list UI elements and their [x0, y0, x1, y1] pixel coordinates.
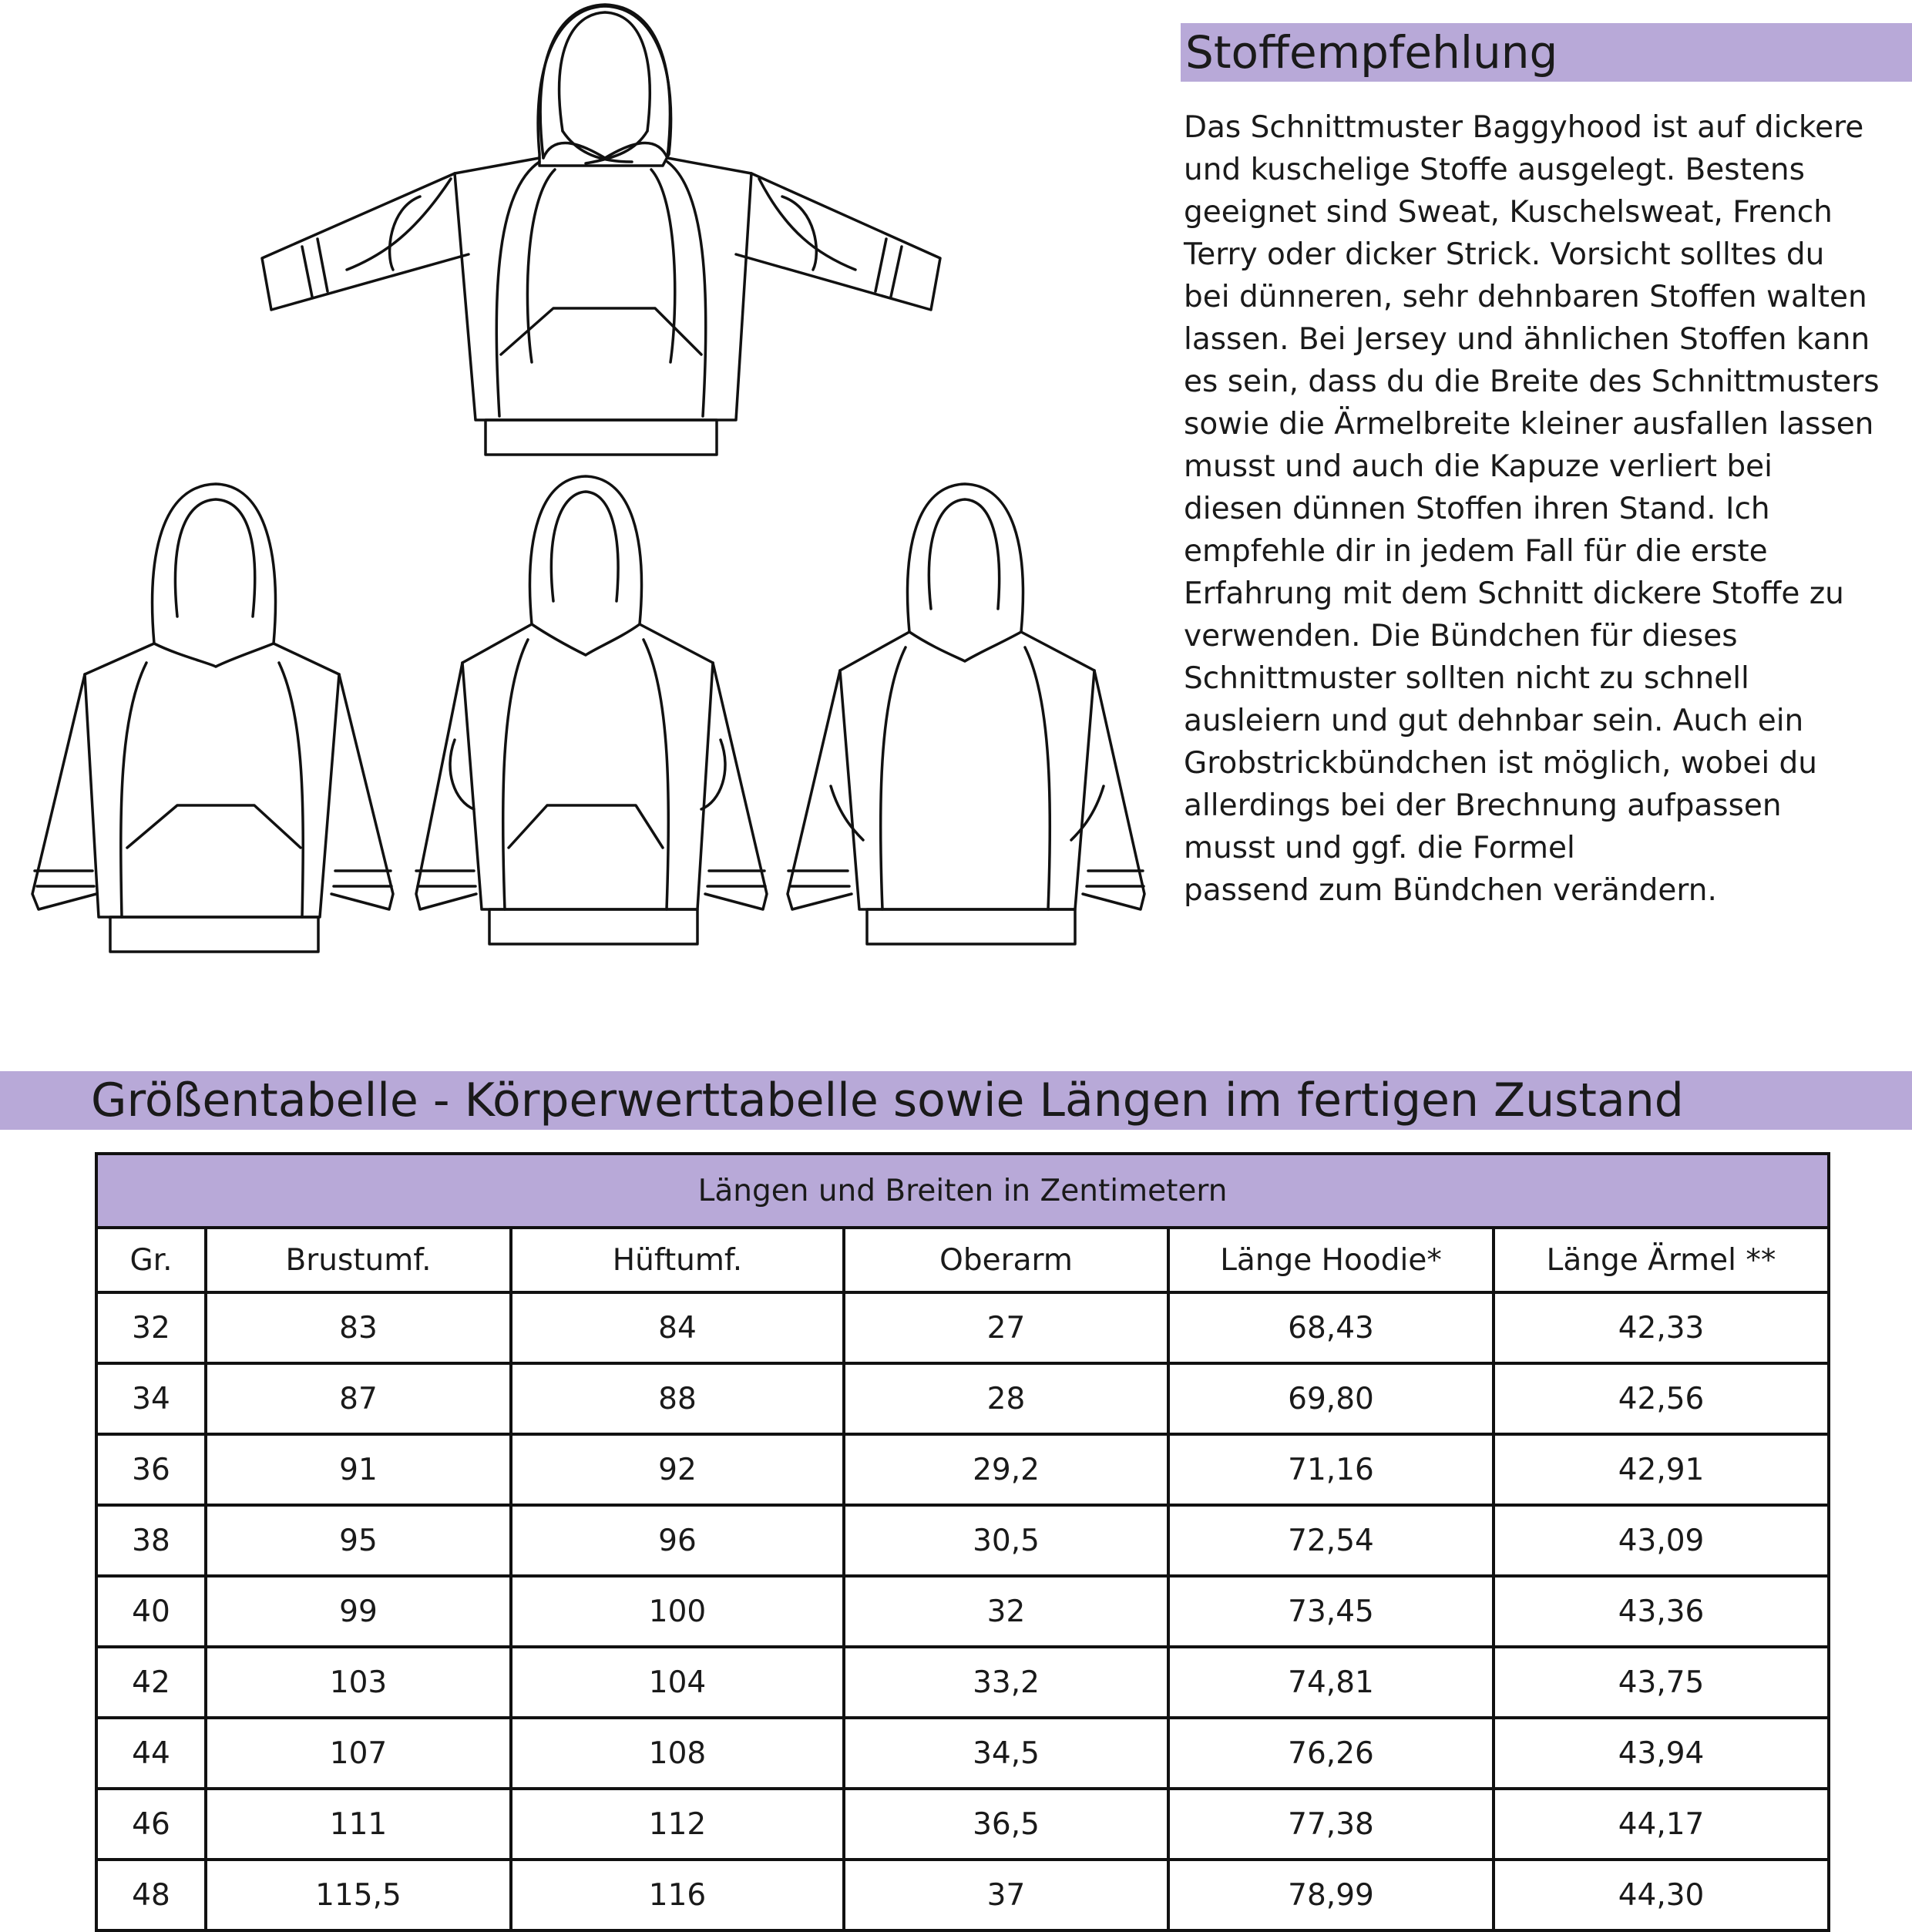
fabric-recommendation-text: Das Schnittmuster Baggyhood ist auf dickere und kuschelige Stoffe ausgelegt. Bestens geeignet sind Sweat, Kuschelsweat, French Terry oder dicker Strick. Vorsicht solltes du bei dünneren, sehr dehnbaren Stoffen walten lassen. Bei Jersey und ähnlichen Stoffen kann es sein, dass du die Breite des Schnittmusters sowie die Ärmelbreite kleiner ausfallen lassen musst und auch die Kapuze verliert bei diesen dünnen Stoffen ihren Stand. Ich empfehle dir in jedem Fall für die erste Erfahrung mit dem Schnitt dickere Stoffe zu verwenden. Die Bündchen für dieses Schnittmuster sollten nicht zu schnell ausleiern und gut dehnbar sein. Auch ein Grobstrickbündchen ist möglich, wobei du allerdings bei der Brechnung aufpassen musst und ggf. die Formel passend zum Bündchen verändern. — [1184, 110, 1880, 908]
measurement-cell: 96 — [511, 1505, 844, 1576]
measurement-cell: 100 — [511, 1576, 844, 1647]
measurement-cell: 112 — [511, 1789, 844, 1860]
measurement-cell: 74,81 — [1168, 1647, 1494, 1718]
measurement-cell: 116 — [511, 1860, 844, 1930]
measurement-cell: 83 — [206, 1292, 511, 1363]
hoodie-main-drawing — [262, 5, 940, 455]
table-row — [96, 1576, 1829, 1647]
measurement-cell: 28 — [844, 1363, 1168, 1434]
table-row — [96, 1718, 1829, 1789]
size-cell: 40 — [96, 1576, 206, 1647]
measurement-cell: 104 — [511, 1647, 844, 1718]
measurement-cell: 43,75 — [1494, 1647, 1829, 1718]
table-row — [96, 1860, 1829, 1930]
size-table-header-cell: Länge Hoodie* — [1168, 1228, 1494, 1292]
size-cell: 32 — [96, 1292, 206, 1363]
measurement-cell: 44,17 — [1494, 1789, 1829, 1860]
measurement-cell: 69,80 — [1168, 1363, 1494, 1434]
measurement-cell: 68,43 — [1168, 1292, 1494, 1363]
measurement-cell: 78,99 — [1168, 1860, 1494, 1930]
hoodie-variant-3-drawing — [788, 484, 1144, 944]
measurement-cell: 73,45 — [1168, 1576, 1494, 1647]
table-row — [96, 1789, 1829, 1860]
size-cell: 48 — [96, 1860, 206, 1930]
size-cell: 44 — [96, 1718, 206, 1789]
hoodie-illustrations — [0, 0, 1171, 1002]
measurement-cell: 111 — [206, 1789, 511, 1860]
measurement-cell: 27 — [844, 1292, 1168, 1363]
size-cell: 34 — [96, 1363, 206, 1434]
measurement-cell: 108 — [511, 1718, 844, 1789]
measurement-cell: 84 — [511, 1292, 844, 1363]
size-cell: 46 — [96, 1789, 206, 1860]
table-row — [96, 1292, 1829, 1363]
measurement-cell: 34,5 — [844, 1718, 1168, 1789]
measurement-cell: 77,38 — [1168, 1789, 1494, 1860]
hoodie-variant-2-drawing — [416, 476, 767, 944]
size-cell: 42 — [96, 1647, 206, 1718]
measurement-cell: 29,2 — [844, 1434, 1168, 1505]
measurement-cell: 44,30 — [1494, 1860, 1829, 1930]
measurement-cell: 43,36 — [1494, 1576, 1829, 1647]
size-table-header-cell: Länge Ärmel ** — [1494, 1228, 1829, 1292]
table-row — [96, 1434, 1829, 1505]
size-table-title: Größentabelle - Körperwerttabelle sowie Längen im fertigen Zustand — [0, 1071, 1912, 1130]
measurement-cell: 42,91 — [1494, 1434, 1829, 1505]
measurement-cell: 30,5 — [844, 1505, 1168, 1576]
size-table-header-cell: Hüftumf. — [511, 1228, 844, 1292]
measurement-cell: 32 — [844, 1576, 1168, 1647]
measurement-cell: 107 — [206, 1718, 511, 1789]
size-table-body — [96, 1292, 1829, 1930]
measurement-cell: 115,5 — [206, 1860, 511, 1930]
measurement-cell: 92 — [511, 1434, 844, 1505]
size-cell: 36 — [96, 1434, 206, 1505]
size-table-header-cell: Gr. — [96, 1228, 206, 1292]
measurement-cell: 43,94 — [1494, 1718, 1829, 1789]
size-cell: 38 — [96, 1505, 206, 1576]
table-row — [96, 1505, 1829, 1576]
measurement-cell: 95 — [206, 1505, 511, 1576]
hoodie-variant-1-drawing — [32, 484, 393, 952]
measurement-cell: 42,33 — [1494, 1292, 1829, 1363]
measurement-cell: 87 — [206, 1363, 511, 1434]
table-row — [96, 1363, 1829, 1434]
size-table-header-cell: Brustumf. — [206, 1228, 511, 1292]
size-table-caption: Längen und Breiten in Zentimetern — [96, 1154, 1829, 1228]
measurement-cell: 99 — [206, 1576, 511, 1647]
size-table — [95, 1152, 1830, 1932]
measurement-cell: 71,16 — [1168, 1434, 1494, 1505]
measurement-cell: 33,2 — [844, 1647, 1168, 1718]
measurement-cell: 88 — [511, 1363, 844, 1434]
measurement-cell: 72,54 — [1168, 1505, 1494, 1576]
fabric-recommendation-title: Stoffempfehlung — [1181, 23, 1912, 82]
size-table-header-row — [96, 1228, 1829, 1292]
size-table-header-cell: Oberarm — [844, 1228, 1168, 1292]
measurement-cell: 37 — [844, 1860, 1168, 1930]
measurement-cell: 42,56 — [1494, 1363, 1829, 1434]
measurement-cell: 103 — [206, 1647, 511, 1718]
table-row — [96, 1647, 1829, 1718]
measurement-cell: 43,09 — [1494, 1505, 1829, 1576]
measurement-cell: 36,5 — [844, 1789, 1168, 1860]
measurement-cell: 76,26 — [1168, 1718, 1494, 1789]
measurement-cell: 91 — [206, 1434, 511, 1505]
